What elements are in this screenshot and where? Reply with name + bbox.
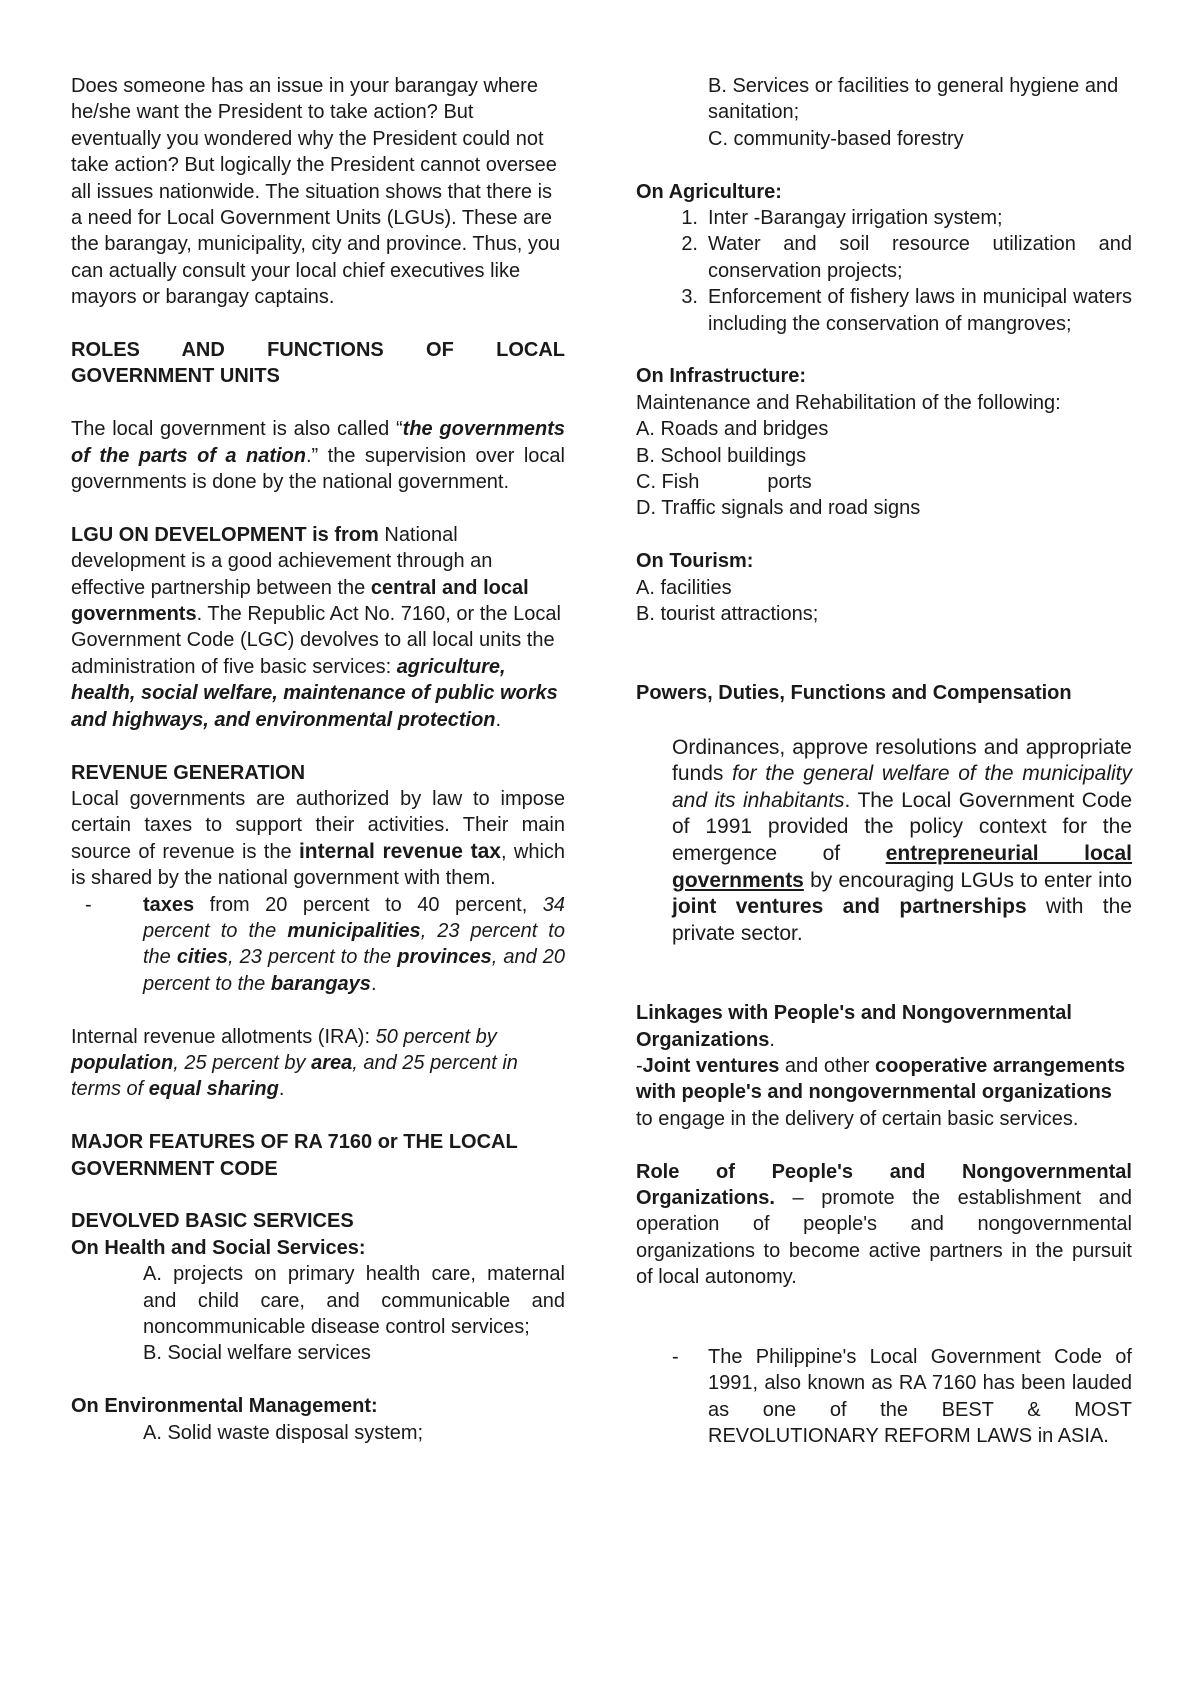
agriculture-heading: On Agriculture: — [636, 180, 782, 203]
intro-paragraph: Does someone has an issue in your barangay where he/she want the President to take action? But eventually you wondered why the President could not take action? But logically the President cannot oversee all issues nationwide. The situation shows that there is a need for Local Government Units (LGUs). These are the barangay, municipality, city and province. Thus, you can actually consult your local chief executives like mayors or barangay captains. — [71, 75, 561, 309]
list-item: 1. Inter -Barangay irrigation system; — [681, 207, 1003, 230]
infrastructure-item-b: B. School buildings — [636, 444, 807, 467]
revenue-heading: REVENUE GENERATION — [71, 761, 306, 784]
health-item-a: A. projects on primary health care, maternal and child care, and communicable and noncommunicable disease control services; — [143, 1263, 565, 1338]
final-item: - The Philippine's Local Government Code of 1991, also known as RA 7160 has been lauded as one of the BEST & MOST REVOLUTIONARY REFORM LAWS in ASIA. — [672, 1345, 1132, 1447]
list-item: 2. Water and soil resource utilization and conservation projects; — [681, 233, 1132, 282]
health-heading: On Health and Social Services: — [71, 1236, 366, 1259]
infrastructure-item-a: A. Roads and bridges — [636, 418, 829, 441]
environment-item-a: A. Solid waste disposal system; — [143, 1421, 424, 1444]
environment-item-c: C. community-based forestry — [708, 127, 964, 150]
tax-share-item: - taxes from 20 percent to 40 percent, 34 percent to the municipalities, 23 percent to the cities, 23 percent to the provinces, and 20 percent to the barangays. — [85, 893, 565, 995]
powers-heading: Powers, Duties, Functions and Compensation — [636, 682, 1072, 705]
environment-item-b: B. Services or facilities to general hygiene and sanitation; — [708, 75, 1119, 124]
powers-paragraph: Ordinances, approve resolutions and appropriate funds for the general welfare of the municipality and its inhabitants. The Local Government Code of 1991 provided the policy context for the emergence of entrepreneurial local governments by encouraging LGUs to enter into joint ventures and partnerships with the private sector. — [672, 735, 1133, 945]
infrastructure-item-d: D. Traffic signals and road signs — [636, 497, 921, 520]
role-paragraph: Role of People's and Nongovernmental Organizations. – promote the establishment and operation of people's and nongovernmental organizations to become active partners in the pursuit of local autonomy. — [636, 1160, 1132, 1289]
list-item: 3. Enforcement of fishery laws in municipal waters including the conservation of mangroves; — [681, 286, 1132, 335]
environment-heading: On Environmental Management: — [71, 1395, 378, 1418]
development-paragraph: LGU ON DEVELOPMENT is from National development is a good achievement through an effective partnership between the central and local governments. The Republic Act No. 7160, or the Local Government Code (LGC) devolves to all local units the administration of five basic services: agriculture, health, social welfare, maintenance of public works and highways, and environmental protection. — [71, 523, 561, 731]
local-government-paragraph: The local government is also called “the governments of the parts of a nation.” the supervision over local governments is done by the national government. — [71, 418, 565, 494]
left-column — [71, 73, 565, 1446]
revenue-paragraph: Local governments are authorized by law to impose certain taxes to support their activities. Their main source of revenue is the internal revenue tax, which is shared by the national government with them. — [71, 787, 566, 890]
infrastructure-heading: On Infrastructure: — [636, 365, 807, 388]
health-item-b: B. Social welfare services — [143, 1342, 371, 1365]
devolved-services-heading: DEVOLVED BASIC SERVICES — [71, 1210, 354, 1233]
tourism-heading: On Tourism: — [636, 550, 754, 573]
tourism-item-b: B. tourist attractions; — [636, 603, 819, 626]
infrastructure-item-c: C. Fish ports — [636, 471, 812, 494]
major-features-heading: MAJOR FEATURES OF RA 7160 or THE LOCAL GOVERNMENT CODE — [71, 1131, 518, 1180]
right-column — [636, 73, 1132, 1449]
infrastructure-intro: Maintenance and Rehabilitation of the following: — [636, 391, 1061, 414]
tourism-item-a: A. facilities — [636, 576, 732, 599]
agriculture-list — [636, 205, 1132, 337]
ira-paragraph: Internal revenue allotments (IRA): 50 percent by population, 25 percent by area, and 25 percent in terms of equal sharing. — [71, 1025, 518, 1101]
roles-heading: ROLES AND FUNCTIONS OF LOCAL GOVERNMENT UNITS — [71, 339, 565, 388]
linkages-paragraph: Linkages with People's and Nongovernmental Organizations. -Joint ventures and other cooperative arrangements with people's and nongovernmental organizations to engage in the delivery of certain basic services. — [636, 1002, 1126, 1130]
